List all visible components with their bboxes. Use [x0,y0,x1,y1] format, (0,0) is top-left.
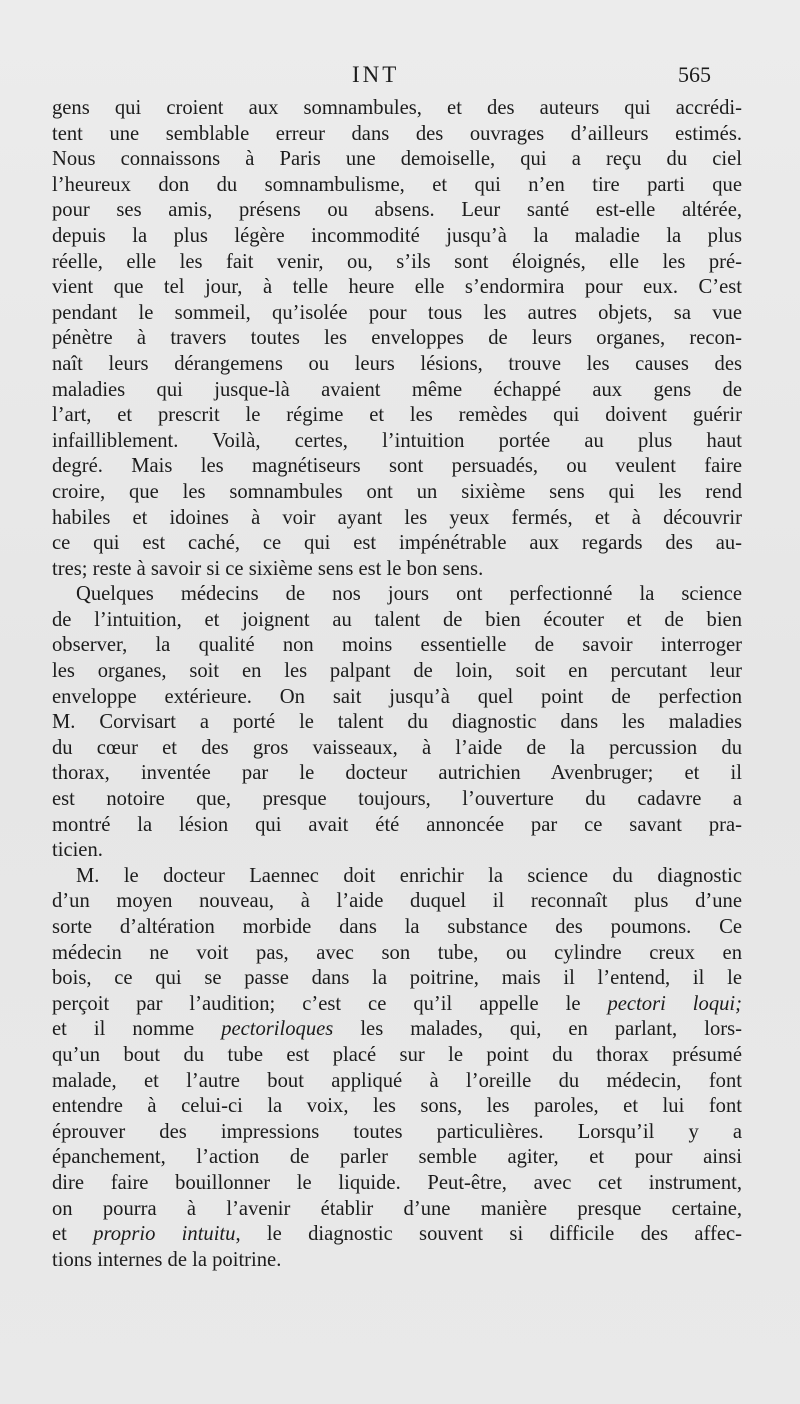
body-text [52,96,742,1273]
line-text: d’un moyen nouveau, à l’aide duquel il reconnaît plus d’une [52,890,742,913]
line-text: les malades, qui, en parlant, lors- [333,1018,742,1041]
line-text: perçoit par l’audition; c’est ce qu’il appelle le [52,992,608,1015]
text-line [52,173,742,199]
line-text: de l’intuition, et joignent au talent de bien écouter et de bien [52,608,742,631]
line-text: observer, la qualité non moins essentielle de savoir interroger [52,634,742,657]
text-line [52,864,742,890]
text-line [52,1222,742,1248]
line-text: habiles et idoines à voir ayant les yeux fermés, et à découvrir [52,506,742,529]
line-text: et [52,1223,94,1246]
text-line [52,250,742,276]
line-text: les organes, soit en les palpant de loin, soit en percutant leur [52,660,742,683]
line-text: M. le docteur Laennec doit enrichir la science du diagnostic [76,864,742,887]
text-line [52,787,742,813]
line-text: pour ses amis, présens ou absens. Leur santé est-elle altérée, [52,199,742,222]
text-line [52,710,742,736]
text-line [52,429,742,455]
line-text: sorte d’altération morbide dans la substance des poumons. Ce [52,916,742,938]
text-line [52,1197,742,1223]
text-line [52,96,742,122]
line-text: pénètre à travers toutes les enveloppes de leurs organes, recon- [52,327,742,350]
line-text: ce qui est caché, ce qui est impénétrable aux regards des au- [52,532,742,555]
text-line [52,275,742,301]
text-line [52,198,742,224]
line-text: dire faire bouillonner le liquide. Peut-être, avec cet instrument, [52,1171,742,1194]
line-text: tent une semblable erreur dans des ouvrages d’ailleurs estimés. [52,122,742,145]
text-line [52,941,742,967]
line-text: degré. Mais les magnétiseurs sont persuadés, ou veulent faire [52,455,742,478]
text-line [52,685,742,711]
line-text: ticien. [52,839,103,862]
italic-text: proprio intuitu [93,1223,236,1246]
text-line [52,1171,742,1197]
text-line [52,301,742,327]
line-text: montré la lésion qui avait été annoncée par ce savant pra- [52,813,742,836]
line-text: réelle, elle les fait venir, ou, s’ils sont éloignés, elle les pré- [52,250,742,273]
line-text: , le diagnostic souvent si difficile des affec- [235,1223,742,1246]
line-text: pendant le sommeil, qu’isolée pour tous les autres objets, sa vue [52,301,742,324]
line-text: vient que tel jour, à telle heure elle s’endormira pour eux. C’est [52,276,742,299]
text-line [52,147,742,173]
line-text: gens qui croient aux somnambules, et des auteurs qui accrédi- [52,97,742,119]
line-text: croire, que les somnambules ont un sixième sens qui les rend [52,480,742,503]
text-line [52,1120,742,1146]
line-text: tres; reste à savoir si ce sixième sens est le bon sens. [52,557,484,580]
line-text: thorax, inventée par le docteur autrichien Avenbruger; et il [52,762,742,785]
text-line [52,1043,742,1069]
line-text: l’heureux don du somnambulisme, et qui n’en tire parti que [52,173,742,196]
text-line [52,1248,742,1274]
line-text: naît leurs dérangemens ou leurs lésions, trouve les causes des [52,352,742,375]
text-line [52,915,742,941]
text-line [52,608,742,634]
line-text: maladies qui jusque-là avaient même échappé aux gens de [52,378,742,401]
text-line [52,633,742,659]
text-line [52,966,742,992]
text-line [52,1017,742,1043]
line-text: Quelques médecins de nos jours ont perfectionné la science [76,583,742,606]
line-text: malade, et l’autre bout appliqué à l’oreille du médecin, font [52,1069,742,1092]
text-line [52,454,742,480]
italic-text: pectori loqui; [607,992,742,1015]
text-line [52,582,742,608]
line-text: du cœur et des gros vaisseaux, à l’aide de la percussion du [52,736,742,759]
line-text: qu’un bout du tube est placé sur le point du thorax présumé [52,1043,742,1066]
text-line [52,224,742,250]
line-text: l’art, et prescrit le régime et les remèdes qui doivent guérir [52,404,742,427]
italic-text: pectoriloques [221,1018,334,1041]
line-text: Nous connaissons à Paris une demoiselle, qui a reçu du ciel [52,148,742,171]
line-text: est notoire que, presque toujours, l’ouverture du cadavre a [52,788,742,811]
text-line [52,506,742,532]
text-line [52,889,742,915]
text-line [52,992,742,1018]
text-line [52,1145,742,1171]
page-number: 565 [678,62,711,87]
line-text: M. Corvisart a porté le talent du diagnostic dans les maladies [52,711,742,734]
line-text: bois, ce qui se passe dans la poitrine, mais il l’entend, il le [52,967,742,990]
line-text: tions internes de la poitrine. [52,1248,282,1271]
line-text: on pourra à l’avenir établir d’une manière presque certaine, [52,1197,742,1220]
line-text: enveloppe extérieure. On sait jusqu’à quel point de perfection [52,685,742,708]
text-line [52,838,742,864]
text-line [52,531,742,557]
text-line [52,813,742,839]
text-line [52,557,742,583]
text-line [52,480,742,506]
text-line [52,122,742,148]
line-text: éprouver des impressions toutes particulières. Lorsqu’il y a [52,1120,742,1143]
line-text: médecin ne voit pas, avec son tube, ou cylindre creux en [52,941,742,964]
text-line [52,761,742,787]
text-line [52,326,742,352]
line-text: infailliblement. Voilà, certes, l’intuition portée au plus haut [52,429,742,452]
line-text: et il nomme [52,1018,222,1041]
text-line [52,403,742,429]
text-line [52,659,742,685]
text-line [52,378,742,404]
line-text: entendre à celui-ci la voix, les sons, les paroles, et lui font [52,1095,742,1118]
text-line [52,1069,742,1095]
line-text: épanchement, l’action de parler semble agiter, et pour ainsi [52,1146,742,1169]
text-line [52,736,742,762]
running-title: INT [352,62,400,87]
running-head [0,62,800,96]
text-line [52,352,742,378]
line-text: depuis la plus légère incommodité jusqu’à la maladie la plus [52,224,742,247]
text-line [52,1094,742,1120]
